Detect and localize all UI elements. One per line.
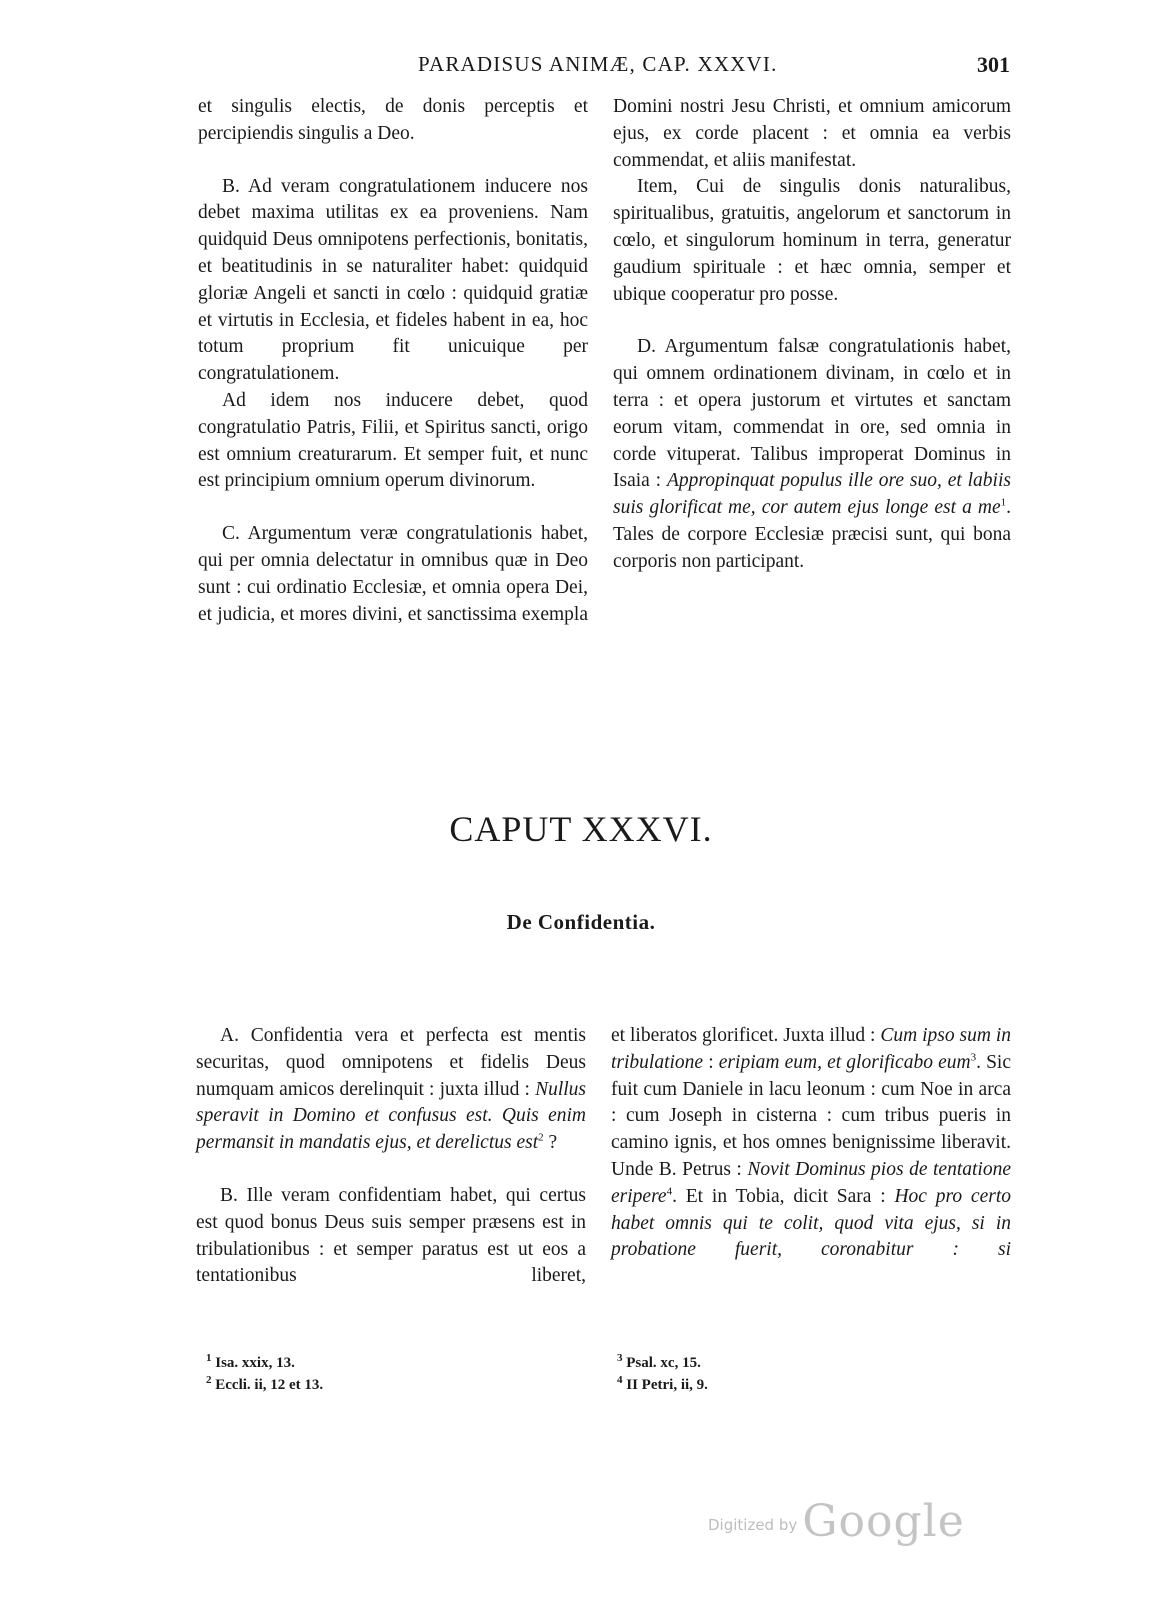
scripture-quote: eripiam eum, et glorificabo eum	[718, 1051, 971, 1073]
scripture-quote: Appropinquat populus ille ore suo, et labiis suis glorificat me, cor autem ejus longe est a me	[613, 470, 1011, 519]
google-logo: Google	[802, 1496, 965, 1547]
chapter-subtitle: De Confidentia.	[506, 910, 656, 934]
footnote	[206, 1374, 323, 1396]
scripture-quote: Hoc pro certo habet omnis qui te colit, quod vita ejus, si in probatione fuerit, coronabitur : si	[611, 1185, 1011, 1261]
paragraph: B. Ad veram congratulationem inducere nos debet maxima utilitas ex ea proveniens. Nam quidquid Deus omnipotens perfectionis, bonitatis, et beatitudinis in se naturaliter habet: quidquid gloriæ Angeli et sancti in cœlo : quidquid gratiæ et virtutis in Ecclesia, et fideles habent in ea, hoc totum proprium fit unicuique per congratulationem.	[198, 175, 588, 385]
scripture-quote: Nullus speravit in Domino et confusus est. Quis enim permansit in mandatis ejus, et derelictus est	[196, 1078, 586, 1154]
paragraph: Item, Cui de singulis donis naturalibus, spiritualibus, gratuitis, angelorum et sanctorum in cœlo, et singulorum hominum in terra, generatur gaudium spirituale : et hæc omnia, semper et ubique cooperatur pro posse.	[613, 176, 1011, 305]
text-span: et liberatos glorificet. Juxta illud :	[611, 1025, 881, 1046]
footnotes-right	[617, 1352, 708, 1396]
paragraph	[196, 1023, 586, 1157]
footnote-ref: 2	[538, 1131, 544, 1144]
footnote-ref: 4	[666, 1185, 673, 1198]
footnote-ref: 1	[1000, 496, 1007, 509]
text-span: D. Argumentum falsæ congratulationis habet, qui omnem ordinationem divinam, in cœlo et in terra : et opera justorum et virtutes et sanctam eorum vitam, commendat in ore, sed omnia in corde vituperat. Talibus improperat Dominus in Isaia :	[613, 336, 1011, 492]
footnote-ref: 3	[970, 1051, 977, 1064]
scripture-quote: Cum ipso sum in tribulatione	[611, 1025, 1011, 1073]
footnote-text: Psal. xc, 15.	[626, 1355, 701, 1371]
paragraph: C. Argumentum veræ congratulationis habet, qui per omnia delectatur in omnibus quæ in Deo sunt : cui ordinatio Ecclesiæ, et omnia opera Dei, et judicia, et mores divini, et sanctissima exempla	[198, 523, 588, 625]
page-number: 301	[977, 52, 1010, 77]
text-span: . Et in Tobia, dicit Sara :	[672, 1185, 895, 1207]
paragraph: et singulis electis, de donis perceptis et percipiendis singulis a Deo.	[198, 96, 588, 144]
top-right-column	[613, 94, 1011, 576]
bottom-right-column	[611, 1023, 1011, 1264]
footnote-mark: 1	[206, 1352, 212, 1364]
footnotes-left	[206, 1352, 323, 1396]
watermark-prefix: Digitized by	[708, 1516, 798, 1534]
page-header	[190, 52, 1010, 82]
footnote-mark: 4	[617, 1374, 623, 1386]
footnote-mark: 3	[617, 1352, 623, 1364]
footnote	[617, 1374, 708, 1396]
chapter-title: CAPUT XXXVI.	[449, 809, 713, 849]
footnote	[617, 1352, 708, 1374]
text-span: :	[703, 1051, 719, 1073]
top-left-column	[198, 94, 588, 628]
paragraph: Ad idem nos inducere debet, quod congratulatio Patris, Filii, et Spiritus sancti, origo est omnium creaturarum. Et semper fuit, et nunc est principium omnium operum divinorum.	[198, 389, 588, 492]
bottom-left-column	[196, 1023, 586, 1290]
scripture-quote: Novit Dominus pios de tentatione eripere	[611, 1158, 1011, 1207]
paragraph	[611, 1023, 1011, 1264]
text-span: ?	[543, 1132, 558, 1154]
footnote-text: Eccli. ii, 12 et 13.	[215, 1377, 324, 1393]
digitized-watermark	[708, 1496, 965, 1547]
paragraph: B. Ille veram confidentiam habet, qui certus est quod bonus Deus suis semper præsens est in tribulationibus : et semper paratus est ut eos a tentationibus liberet,	[196, 1184, 586, 1287]
footnote-text: Isa. xxix, 13.	[215, 1355, 295, 1371]
footnote-mark: 2	[206, 1374, 212, 1386]
footnote	[206, 1352, 323, 1374]
text-span: . Sic fuit cum Daniele in lacu leonum : cum Noe in arca : cum Joseph in cisterna : cum tribus pueris in camino ignis, et hos omnes benignissime liberavit. Unde B. Petrus :	[611, 1051, 1012, 1180]
running-title: PARADISUS ANIMÆ, CAP. XXXVI.	[418, 52, 778, 76]
text-span: . Tales de corpore Ecclesiæ præcisi sunt, qui bona corporis non participant.	[613, 497, 1011, 572]
paragraph	[613, 334, 1011, 575]
paragraph: Domini nostri Jesu Christi, et omnium amicorum ejus, ex corde placent : et omnia ea verbis commendat, et aliis manifestat.	[613, 96, 1011, 171]
footnote-text: II Petri, ii, 9.	[626, 1377, 708, 1393]
text-span: A. Confidentia vera et perfecta est mentis securitas, quod omnipotens et fidelis Deus numquam amicos derelinquit : juxta illud :	[196, 1025, 586, 1100]
